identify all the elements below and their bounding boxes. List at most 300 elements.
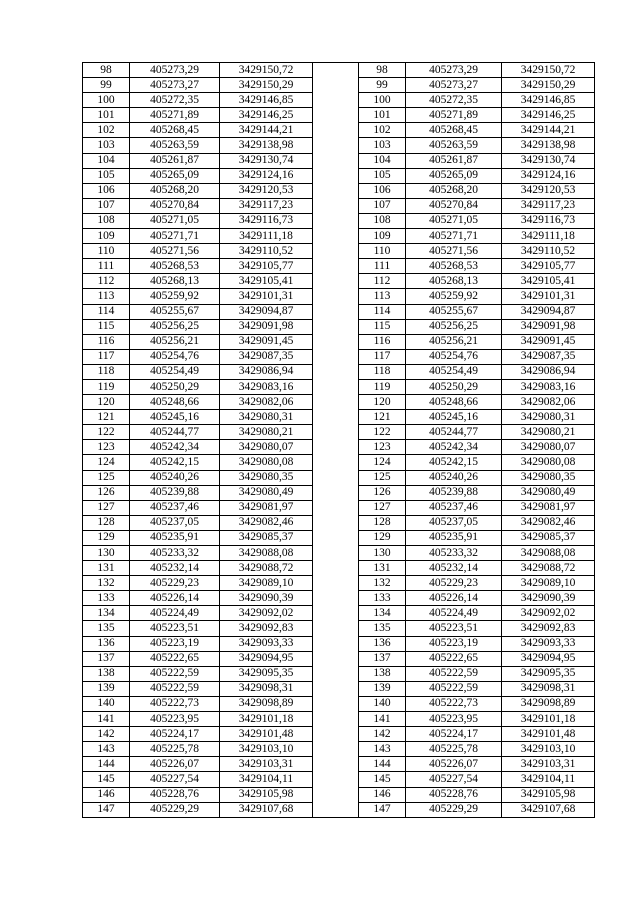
x-coordinate-left: 405271,71 <box>130 229 220 244</box>
point-number-left: 119 <box>83 379 130 394</box>
y-coordinate-right: 3429085,37 <box>502 530 595 545</box>
point-number-left: 106 <box>83 183 130 198</box>
point-number-left: 123 <box>83 440 130 455</box>
point-number-right: 131 <box>359 561 406 576</box>
point-number-right: 137 <box>359 651 406 666</box>
point-number-left: 145 <box>83 772 130 787</box>
table-row <box>83 138 595 153</box>
point-number-left: 144 <box>83 757 130 772</box>
table-row <box>83 546 595 561</box>
table-row <box>83 455 595 470</box>
point-number-left: 104 <box>83 153 130 168</box>
y-coordinate-right: 3429111,18 <box>502 229 595 244</box>
table-row <box>83 802 595 817</box>
x-coordinate-right: 405248,66 <box>406 395 502 410</box>
table-row <box>83 395 595 410</box>
table-row <box>83 213 595 228</box>
table-row <box>83 259 595 274</box>
table-row <box>83 153 595 168</box>
x-coordinate-left: 405265,09 <box>130 168 220 183</box>
point-number-left: 120 <box>83 395 130 410</box>
x-coordinate-left: 405224,17 <box>130 727 220 742</box>
coordinates-table <box>82 62 595 818</box>
column-gap <box>313 485 359 500</box>
point-number-left: 133 <box>83 591 130 606</box>
point-number-left: 114 <box>83 304 130 319</box>
x-coordinate-left: 405223,95 <box>130 712 220 727</box>
column-gap <box>313 425 359 440</box>
column-gap <box>313 108 359 123</box>
y-coordinate-right: 3429082,06 <box>502 395 595 410</box>
point-number-right: 100 <box>359 93 406 108</box>
point-number-left: 141 <box>83 712 130 727</box>
y-coordinate-right: 3429107,68 <box>502 802 595 817</box>
x-coordinate-right: 405268,45 <box>406 123 502 138</box>
point-number-right: 138 <box>359 666 406 681</box>
point-number-right: 118 <box>359 364 406 379</box>
x-coordinate-left: 405248,66 <box>130 395 220 410</box>
table-row <box>83 63 595 78</box>
x-coordinate-left: 405245,16 <box>130 410 220 425</box>
y-coordinate-left: 3429087,35 <box>220 349 313 364</box>
column-gap <box>313 500 359 515</box>
y-coordinate-left: 3429116,73 <box>220 213 313 228</box>
x-coordinate-left: 405239,88 <box>130 485 220 500</box>
y-coordinate-left: 3429093,33 <box>220 636 313 651</box>
table-row <box>83 636 595 651</box>
y-coordinate-left: 3429088,08 <box>220 546 313 561</box>
y-coordinate-left: 3429088,72 <box>220 561 313 576</box>
y-coordinate-right: 3429088,08 <box>502 546 595 561</box>
point-number-left: 111 <box>83 259 130 274</box>
table-row <box>83 772 595 787</box>
y-coordinate-right: 3429101,31 <box>502 289 595 304</box>
y-coordinate-right: 3429083,16 <box>502 379 595 394</box>
column-gap <box>313 591 359 606</box>
x-coordinate-right: 405235,91 <box>406 530 502 545</box>
column-gap <box>313 183 359 198</box>
y-coordinate-left: 3429124,16 <box>220 168 313 183</box>
x-coordinate-left: 405273,29 <box>130 63 220 78</box>
y-coordinate-left: 3429082,46 <box>220 515 313 530</box>
y-coordinate-right: 3429130,74 <box>502 153 595 168</box>
y-coordinate-left: 3429080,31 <box>220 410 313 425</box>
column-gap <box>313 334 359 349</box>
point-number-left: 135 <box>83 621 130 636</box>
column-gap <box>313 681 359 696</box>
table-row <box>83 621 595 636</box>
table-row <box>83 757 595 772</box>
column-gap <box>313 696 359 711</box>
column-gap <box>313 742 359 757</box>
point-number-left: 139 <box>83 681 130 696</box>
point-number-right: 125 <box>359 470 406 485</box>
point-number-left: 115 <box>83 319 130 334</box>
column-gap <box>313 93 359 108</box>
y-coordinate-right: 3429101,48 <box>502 727 595 742</box>
y-coordinate-right: 3429105,77 <box>502 259 595 274</box>
point-number-right: 98 <box>359 63 406 78</box>
column-gap <box>313 198 359 213</box>
x-coordinate-right: 405226,07 <box>406 757 502 772</box>
point-number-left: 132 <box>83 576 130 591</box>
table-row <box>83 289 595 304</box>
x-coordinate-right: 405224,49 <box>406 606 502 621</box>
point-number-right: 109 <box>359 229 406 244</box>
x-coordinate-right: 405232,14 <box>406 561 502 576</box>
point-number-right: 112 <box>359 274 406 289</box>
column-gap <box>313 515 359 530</box>
table-row <box>83 485 595 500</box>
point-number-left: 131 <box>83 561 130 576</box>
point-number-left: 146 <box>83 787 130 802</box>
point-number-left: 142 <box>83 727 130 742</box>
point-number-right: 129 <box>359 530 406 545</box>
point-number-right: 142 <box>359 727 406 742</box>
point-number-right: 102 <box>359 123 406 138</box>
y-coordinate-left: 3429107,68 <box>220 802 313 817</box>
point-number-left: 107 <box>83 198 130 213</box>
column-gap <box>313 244 359 259</box>
point-number-left: 124 <box>83 455 130 470</box>
x-coordinate-left: 405270,84 <box>130 198 220 213</box>
column-gap <box>313 651 359 666</box>
y-coordinate-right: 3429087,35 <box>502 349 595 364</box>
y-coordinate-left: 3429146,25 <box>220 108 313 123</box>
point-number-right: 144 <box>359 757 406 772</box>
y-coordinate-left: 3429150,72 <box>220 63 313 78</box>
point-number-right: 106 <box>359 183 406 198</box>
x-coordinate-right: 405229,29 <box>406 802 502 817</box>
point-number-right: 135 <box>359 621 406 636</box>
column-gap <box>313 78 359 93</box>
table-row <box>83 244 595 259</box>
y-coordinate-left: 3429098,31 <box>220 681 313 696</box>
x-coordinate-left: 405256,21 <box>130 334 220 349</box>
point-number-right: 108 <box>359 213 406 228</box>
point-number-right: 122 <box>359 425 406 440</box>
point-number-left: 100 <box>83 93 130 108</box>
y-coordinate-right: 3429110,52 <box>502 244 595 259</box>
x-coordinate-left: 405232,14 <box>130 561 220 576</box>
x-coordinate-right: 405242,34 <box>406 440 502 455</box>
table-row <box>83 696 595 711</box>
table-row <box>83 304 595 319</box>
y-coordinate-left: 3429117,23 <box>220 198 313 213</box>
column-gap <box>313 757 359 772</box>
y-coordinate-left: 3429111,18 <box>220 229 313 244</box>
x-coordinate-left: 405261,87 <box>130 153 220 168</box>
y-coordinate-right: 3429089,10 <box>502 576 595 591</box>
x-coordinate-left: 405242,34 <box>130 440 220 455</box>
x-coordinate-left: 405271,05 <box>130 213 220 228</box>
point-number-left: 147 <box>83 802 130 817</box>
y-coordinate-left: 3429085,37 <box>220 530 313 545</box>
point-number-left: 108 <box>83 213 130 228</box>
x-coordinate-right: 405270,84 <box>406 198 502 213</box>
table-row <box>83 183 595 198</box>
column-gap <box>313 727 359 742</box>
point-number-right: 133 <box>359 591 406 606</box>
table-row <box>83 93 595 108</box>
table-row <box>83 78 595 93</box>
column-gap <box>313 455 359 470</box>
y-coordinate-left: 3429091,45 <box>220 334 313 349</box>
table-row <box>83 727 595 742</box>
y-coordinate-right: 3429093,33 <box>502 636 595 651</box>
y-coordinate-right: 3429080,49 <box>502 485 595 500</box>
point-number-left: 126 <box>83 485 130 500</box>
point-number-right: 130 <box>359 546 406 561</box>
x-coordinate-right: 405225,78 <box>406 742 502 757</box>
column-gap <box>313 168 359 183</box>
y-coordinate-left: 3429110,52 <box>220 244 313 259</box>
y-coordinate-left: 3429101,31 <box>220 289 313 304</box>
table-row <box>83 319 595 334</box>
point-number-left: 138 <box>83 666 130 681</box>
y-coordinate-right: 3429094,87 <box>502 304 595 319</box>
y-coordinate-left: 3429101,18 <box>220 712 313 727</box>
y-coordinate-right: 3429086,94 <box>502 364 595 379</box>
y-coordinate-left: 3429091,98 <box>220 319 313 334</box>
point-number-left: 125 <box>83 470 130 485</box>
x-coordinate-right: 405273,29 <box>406 63 502 78</box>
x-coordinate-right: 405226,14 <box>406 591 502 606</box>
column-gap <box>313 304 359 319</box>
column-gap <box>313 229 359 244</box>
table-row <box>83 500 595 515</box>
table-row <box>83 561 595 576</box>
x-coordinate-right: 405263,59 <box>406 138 502 153</box>
x-coordinate-left: 405273,27 <box>130 78 220 93</box>
y-coordinate-left: 3429090,39 <box>220 591 313 606</box>
column-gap <box>313 576 359 591</box>
table-row <box>83 108 595 123</box>
x-coordinate-right: 405256,25 <box>406 319 502 334</box>
x-coordinate-right: 405222,65 <box>406 651 502 666</box>
table-row <box>83 515 595 530</box>
table-row <box>83 123 595 138</box>
y-coordinate-right: 3429124,16 <box>502 168 595 183</box>
y-coordinate-left: 3429081,97 <box>220 500 313 515</box>
point-number-right: 110 <box>359 244 406 259</box>
x-coordinate-left: 405233,32 <box>130 546 220 561</box>
y-coordinate-right: 3429090,39 <box>502 591 595 606</box>
table-row <box>83 349 595 364</box>
table-row <box>83 530 595 545</box>
point-number-left: 136 <box>83 636 130 651</box>
x-coordinate-left: 405229,29 <box>130 802 220 817</box>
table-row <box>83 681 595 696</box>
point-number-left: 103 <box>83 138 130 153</box>
point-number-left: 112 <box>83 274 130 289</box>
column-gap <box>313 213 359 228</box>
x-coordinate-left: 405222,59 <box>130 666 220 681</box>
y-coordinate-left: 3429086,94 <box>220 364 313 379</box>
y-coordinate-right: 3429117,23 <box>502 198 595 213</box>
x-coordinate-left: 405271,89 <box>130 108 220 123</box>
y-coordinate-right: 3429081,97 <box>502 500 595 515</box>
point-number-left: 102 <box>83 123 130 138</box>
y-coordinate-right: 3429103,31 <box>502 757 595 772</box>
x-coordinate-right: 405222,59 <box>406 666 502 681</box>
table-row <box>83 787 595 802</box>
table-row <box>83 742 595 757</box>
x-coordinate-right: 405239,88 <box>406 485 502 500</box>
column-gap <box>313 395 359 410</box>
point-number-right: 139 <box>359 681 406 696</box>
column-gap <box>313 138 359 153</box>
x-coordinate-left: 405237,46 <box>130 500 220 515</box>
y-coordinate-right: 3429098,31 <box>502 681 595 696</box>
x-coordinate-right: 405244,77 <box>406 425 502 440</box>
y-coordinate-left: 3429089,10 <box>220 576 313 591</box>
point-number-left: 116 <box>83 334 130 349</box>
x-coordinate-right: 405223,51 <box>406 621 502 636</box>
x-coordinate-right: 405268,13 <box>406 274 502 289</box>
y-coordinate-left: 3429092,83 <box>220 621 313 636</box>
y-coordinate-right: 3429101,18 <box>502 712 595 727</box>
x-coordinate-right: 405273,27 <box>406 78 502 93</box>
y-coordinate-right: 3429120,53 <box>502 183 595 198</box>
y-coordinate-left: 3429095,35 <box>220 666 313 681</box>
point-number-right: 115 <box>359 319 406 334</box>
column-gap <box>313 802 359 817</box>
y-coordinate-left: 3429138,98 <box>220 138 313 153</box>
y-coordinate-left: 3429080,21 <box>220 425 313 440</box>
x-coordinate-right: 405261,87 <box>406 153 502 168</box>
x-coordinate-right: 405237,46 <box>406 500 502 515</box>
x-coordinate-right: 405271,05 <box>406 213 502 228</box>
y-coordinate-right: 3429144,21 <box>502 123 595 138</box>
x-coordinate-left: 405227,54 <box>130 772 220 787</box>
column-gap <box>313 636 359 651</box>
x-coordinate-left: 405224,49 <box>130 606 220 621</box>
y-coordinate-right: 3429105,98 <box>502 787 595 802</box>
x-coordinate-left: 405222,59 <box>130 681 220 696</box>
table-row <box>83 576 595 591</box>
y-coordinate-left: 3429101,48 <box>220 727 313 742</box>
point-number-right: 105 <box>359 168 406 183</box>
x-coordinate-right: 405268,20 <box>406 183 502 198</box>
y-coordinate-right: 3429080,21 <box>502 425 595 440</box>
x-coordinate-left: 405222,65 <box>130 651 220 666</box>
x-coordinate-left: 405254,49 <box>130 364 220 379</box>
x-coordinate-right: 405254,76 <box>406 349 502 364</box>
x-coordinate-right: 405240,26 <box>406 470 502 485</box>
x-coordinate-left: 405271,56 <box>130 244 220 259</box>
point-number-left: 99 <box>83 78 130 93</box>
x-coordinate-left: 405272,35 <box>130 93 220 108</box>
point-number-right: 120 <box>359 395 406 410</box>
x-coordinate-right: 405237,05 <box>406 515 502 530</box>
x-coordinate-left: 405268,45 <box>130 123 220 138</box>
point-number-right: 128 <box>359 515 406 530</box>
x-coordinate-right: 405229,23 <box>406 576 502 591</box>
point-number-left: 109 <box>83 229 130 244</box>
point-number-left: 113 <box>83 289 130 304</box>
point-number-right: 121 <box>359 410 406 425</box>
y-coordinate-left: 3429150,29 <box>220 78 313 93</box>
x-coordinate-left: 405237,05 <box>130 515 220 530</box>
point-number-right: 123 <box>359 440 406 455</box>
point-number-right: 114 <box>359 304 406 319</box>
point-number-right: 141 <box>359 712 406 727</box>
point-number-left: 140 <box>83 696 130 711</box>
x-coordinate-left: 405242,15 <box>130 455 220 470</box>
coordinates-table-body <box>83 63 595 818</box>
y-coordinate-left: 3429103,31 <box>220 757 313 772</box>
x-coordinate-right: 405223,95 <box>406 712 502 727</box>
point-number-left: 143 <box>83 742 130 757</box>
y-coordinate-right: 3429088,72 <box>502 561 595 576</box>
x-coordinate-left: 405228,76 <box>130 787 220 802</box>
point-number-left: 105 <box>83 168 130 183</box>
point-number-left: 137 <box>83 651 130 666</box>
point-number-left: 130 <box>83 546 130 561</box>
table-row <box>83 198 595 213</box>
column-gap <box>313 289 359 304</box>
y-coordinate-left: 3429080,07 <box>220 440 313 455</box>
point-number-right: 134 <box>359 606 406 621</box>
column-gap <box>313 440 359 455</box>
point-number-left: 134 <box>83 606 130 621</box>
table-row <box>83 591 595 606</box>
x-coordinate-left: 405223,51 <box>130 621 220 636</box>
point-number-right: 117 <box>359 349 406 364</box>
x-coordinate-right: 405256,21 <box>406 334 502 349</box>
table-row <box>83 606 595 621</box>
y-coordinate-left: 3429103,10 <box>220 742 313 757</box>
x-coordinate-right: 405227,54 <box>406 772 502 787</box>
point-number-right: 103 <box>359 138 406 153</box>
point-number-right: 132 <box>359 576 406 591</box>
y-coordinate-right: 3429098,89 <box>502 696 595 711</box>
column-gap <box>313 123 359 138</box>
y-coordinate-left: 3429080,08 <box>220 455 313 470</box>
column-gap <box>313 606 359 621</box>
point-number-right: 147 <box>359 802 406 817</box>
y-coordinate-right: 3429082,46 <box>502 515 595 530</box>
column-gap <box>313 621 359 636</box>
x-coordinate-right: 405271,56 <box>406 244 502 259</box>
column-gap <box>313 364 359 379</box>
x-coordinate-right: 405271,71 <box>406 229 502 244</box>
point-number-left: 98 <box>83 63 130 78</box>
y-coordinate-right: 3429105,41 <box>502 274 595 289</box>
point-number-right: 136 <box>359 636 406 651</box>
y-coordinate-right: 3429094,95 <box>502 651 595 666</box>
column-gap <box>313 546 359 561</box>
column-gap <box>313 274 359 289</box>
y-coordinate-right: 3429091,98 <box>502 319 595 334</box>
column-gap <box>313 349 359 364</box>
point-number-left: 110 <box>83 244 130 259</box>
x-coordinate-left: 405259,92 <box>130 289 220 304</box>
table-row <box>83 229 595 244</box>
y-coordinate-right: 3429146,25 <box>502 108 595 123</box>
point-number-right: 124 <box>359 455 406 470</box>
y-coordinate-left: 3429080,35 <box>220 470 313 485</box>
x-coordinate-left: 405250,29 <box>130 379 220 394</box>
column-gap <box>313 63 359 78</box>
y-coordinate-left: 3429098,89 <box>220 696 313 711</box>
x-coordinate-left: 405226,14 <box>130 591 220 606</box>
x-coordinate-left: 405223,19 <box>130 636 220 651</box>
point-number-right: 126 <box>359 485 406 500</box>
point-number-right: 101 <box>359 108 406 123</box>
y-coordinate-left: 3429146,85 <box>220 93 313 108</box>
